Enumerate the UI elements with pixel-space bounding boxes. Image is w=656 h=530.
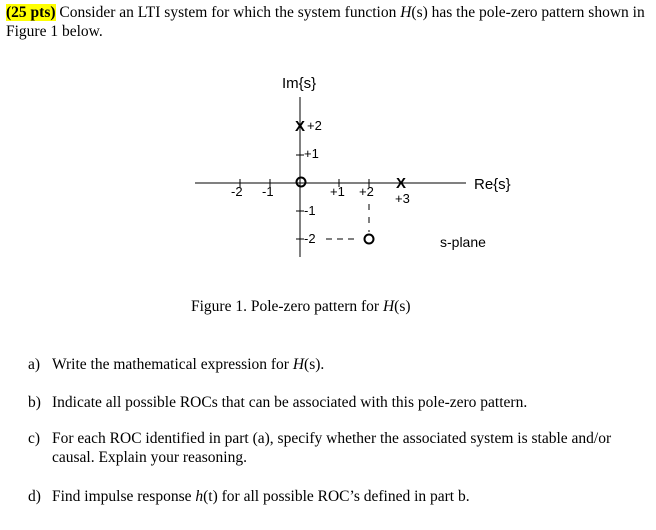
zero-complex — [365, 235, 374, 244]
tick-re-plus1-label: +1 — [330, 184, 345, 199]
question-suffix: . — [320, 356, 325, 373]
math-arg: (s) — [304, 356, 321, 373]
question-text: Indicate all possible ROCs that can be associated with this pole-zero pattern. — [52, 394, 528, 411]
tick-re-minus1-label: -1 — [262, 184, 274, 199]
pole-right-label: +3 — [395, 191, 410, 206]
math-h: h — [195, 488, 204, 505]
pole-marker-top: X — [295, 118, 306, 135]
question-d — [28, 487, 628, 506]
question-label: a) — [28, 356, 41, 373]
tick-re-minus2-label: -2 — [231, 184, 243, 199]
pole-marker-right: X — [396, 175, 407, 192]
question-a — [28, 355, 628, 374]
question-text: Write the mathematical expression for — [52, 356, 293, 373]
tick-im-plus1-label: +1 — [304, 146, 319, 161]
question-text: For each ROC identified in part (a), specify whether the associated system is stable and/or causal. Explain your reasoning. — [52, 430, 612, 466]
intro-text-b: has the pole-zero pattern shown in Figure 1 below. — [6, 4, 645, 40]
tick-im-minus2-label: -2 — [304, 231, 316, 246]
zero-origin — [297, 178, 306, 187]
caption-arg: (s) — [394, 298, 411, 315]
question-label: b) — [28, 394, 41, 411]
tick-re-plus2-label: +2 — [359, 184, 374, 199]
question-text: Find impulse response — [52, 488, 196, 505]
im-axis-label: Im{s} — [282, 75, 317, 92]
caption-h: H — [382, 298, 395, 315]
question-label: d) — [28, 488, 41, 505]
h-arg: (s) — [411, 4, 428, 21]
math-arg: (t) — [203, 488, 218, 505]
intro-text-a: Consider an LTI system for which the system function — [55, 4, 401, 21]
question-c — [28, 429, 628, 467]
tick-im-minus1-label: -1 — [304, 203, 316, 218]
question-b — [28, 393, 628, 412]
h-symbol: H — [400, 4, 412, 21]
question-label: c) — [28, 430, 41, 447]
s-plane-label: s-plane — [440, 234, 486, 250]
pole-top-label: +2 — [307, 118, 322, 133]
caption-prefix: Figure 1. Pole-zero pattern for — [191, 298, 383, 315]
points-badge: (25 pts) — [6, 4, 56, 21]
re-axis-label: Re{s} — [474, 176, 511, 193]
question-suffix: for all possible ROC’s defined in part b. — [217, 488, 470, 505]
figure-caption — [191, 298, 411, 316]
math-h: H — [292, 356, 305, 373]
